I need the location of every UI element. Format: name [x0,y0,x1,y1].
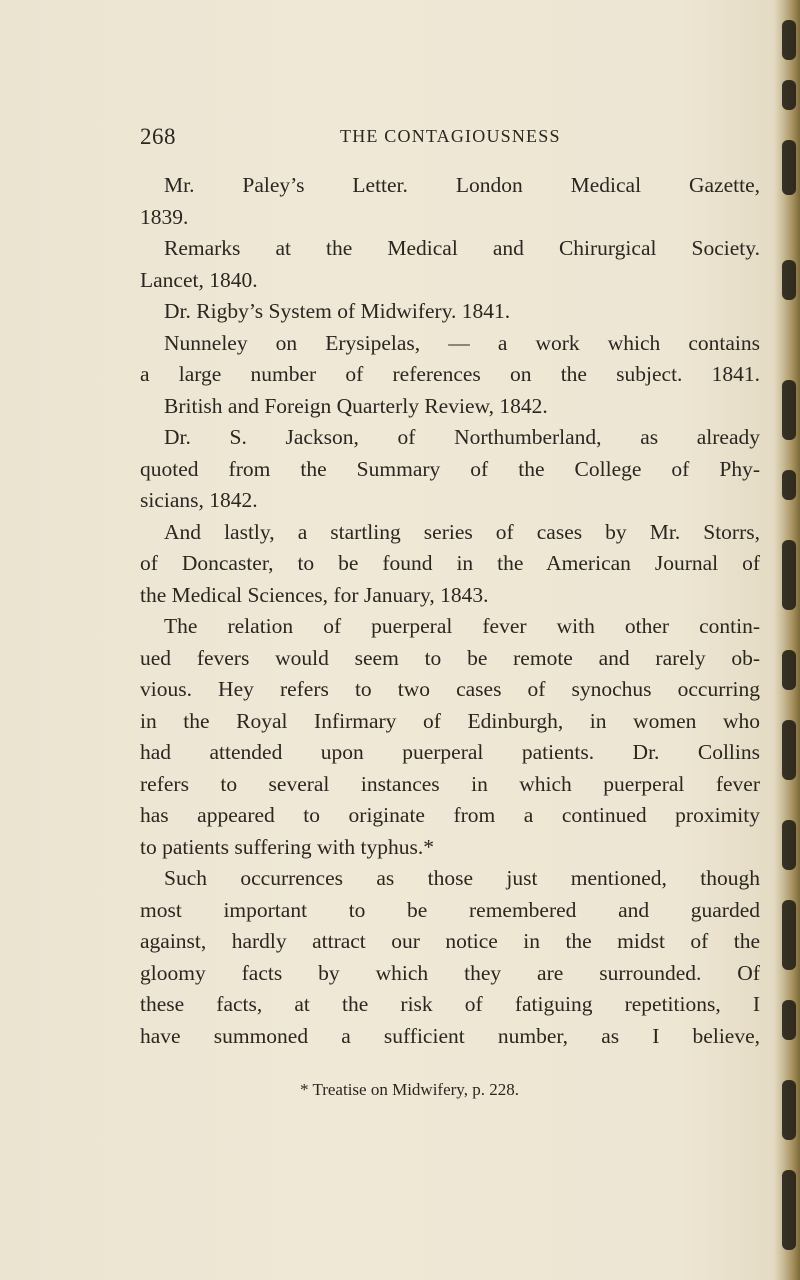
page-header [140,124,760,156]
text-line: ued fevers would seem to be remote and rarely ob- [140,645,760,670]
text-line: a large number of references on the subject. 1841. [140,362,760,386]
text-line: to patients suffering with typhus.* [140,834,435,859]
text-line: quoted from the Summary of the College of Phy- [140,456,760,481]
text-line: Such occurrences as those just mentioned, though [164,866,760,890]
text-line: British and Foreign Quarterly Review, 1842. [164,393,548,418]
text-line: vious. Hey refers to two cases of synochus occurring [140,677,760,701]
text-line: had attended upon puerperal patients. Dr. Collins [140,740,760,764]
text-line: in the Royal Infirmary of Edinburgh, in women who [140,708,760,733]
text-line: most important to be remembered and guarded [140,897,760,922]
text-line: The relation of puerperal fever with other contin- [164,614,760,638]
text-line: against, hardly attract our notice in the midst of the [140,929,760,953]
text-line: Nunneley on Erysipelas, — a work which contains [164,330,760,355]
text-line: 1839. [140,204,189,229]
text-line: the Medical Sciences, for January, 1843. [140,582,489,607]
text-line: gloomy facts by which they are surrounded. Of [140,960,760,985]
page-number: 268 [140,124,176,149]
text-line: of Doncaster, to be found in the American Journal of [140,551,760,575]
text-line: And lastly, a startling series of cases by Mr. Storrs, [164,519,760,544]
text-line: Dr. S. Jackson, of Northumberland, as already [164,425,760,449]
footnote: * Treatise on Midwifery, p. 228. [300,1080,519,1099]
text-line: Remarks at the Medical and Chirurgical Society. [164,236,760,260]
text-line: Lancet, 1840. [140,267,258,292]
text-line: has appeared to originate from a continued proximity [140,803,760,827]
text-line: Mr. Paley’s Letter. London Medical Gazette, [164,173,760,197]
text-line: sicians, 1842. [140,488,258,512]
running-head: THE CONTAGIOUSNESS [340,126,561,146]
text-line: Dr. Rigby’s System of Midwifery. 1841. [164,299,511,323]
text-line: have summoned a sufficient number, as I believe, [140,1023,760,1048]
text-line: refers to several instances in which puerperal fever [140,771,760,796]
text-line: these facts, at the risk of fatiguing repetitions, I [140,992,760,1016]
body-text [140,170,760,1052]
page-edge [774,0,800,1280]
